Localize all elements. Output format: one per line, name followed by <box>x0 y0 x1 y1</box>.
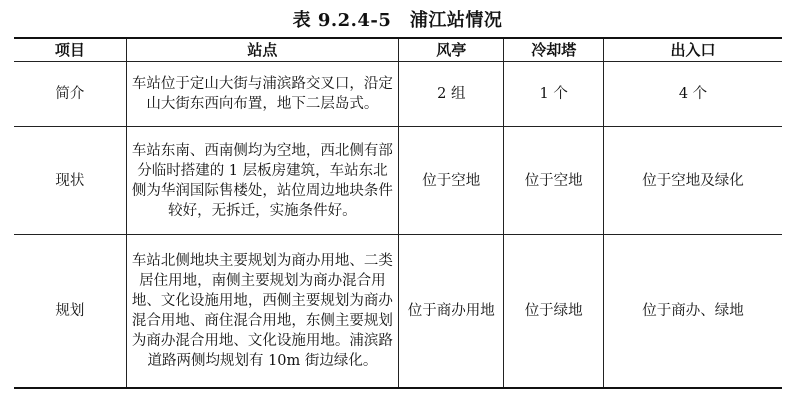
header-ventilation: 风亭 <box>399 38 504 62</box>
header-station: 站点 <box>126 38 399 62</box>
cell-ventilation: 位于空地 <box>399 127 504 235</box>
cell-item: 现状 <box>14 127 126 235</box>
table-header-row <box>14 38 782 62</box>
cell-ventilation: 位于商办用地 <box>399 235 504 389</box>
cell-station: 车站北侧地块主要规划为商办用地、二类居住用地，南侧主要规划为商办混合用地、文化设施用地，西侧主要规划为商办混合用地、商住混合用地，东侧主要规划为商办混合用地、文化设施用地。浦滨路道路两侧均规划有 10m 街边绿化。 <box>126 235 399 389</box>
table-row <box>14 127 782 235</box>
cell-station: 车站东南、西南侧均为空地，西北侧有部分临时搭建的 1 层板房建筑，车站东北侧为华润国际售楼处，站位周边地块条件较好，无拆迁，实施条件好。 <box>126 127 399 235</box>
cell-item: 规划 <box>14 235 126 389</box>
table-row <box>14 62 782 127</box>
cell-cooling-tower: 位于绿地 <box>504 235 604 389</box>
header-item: 项目 <box>14 38 126 62</box>
station-info-table <box>14 37 782 389</box>
cell-station: 车站位于定山大街与浦滨路交叉口，沿定山大街东西向布置，地下二层岛式。 <box>126 62 399 127</box>
cell-entrance: 位于商办、绿地 <box>604 235 783 389</box>
cell-entrance: 位于空地及绿化 <box>604 127 783 235</box>
cell-cooling-tower: 位于空地 <box>504 127 604 235</box>
table-row <box>14 235 782 389</box>
table-title: 表 9.2.4-5 浦江站情况 <box>292 10 503 31</box>
cell-entrance: 4 个 <box>604 62 783 127</box>
cell-cooling-tower: 1 个 <box>504 62 604 127</box>
header-entrance: 出入口 <box>604 38 783 62</box>
cell-ventilation: 2 组 <box>399 62 504 127</box>
cell-item: 简介 <box>14 62 126 127</box>
header-cooling-tower: 冷却塔 <box>504 38 604 62</box>
